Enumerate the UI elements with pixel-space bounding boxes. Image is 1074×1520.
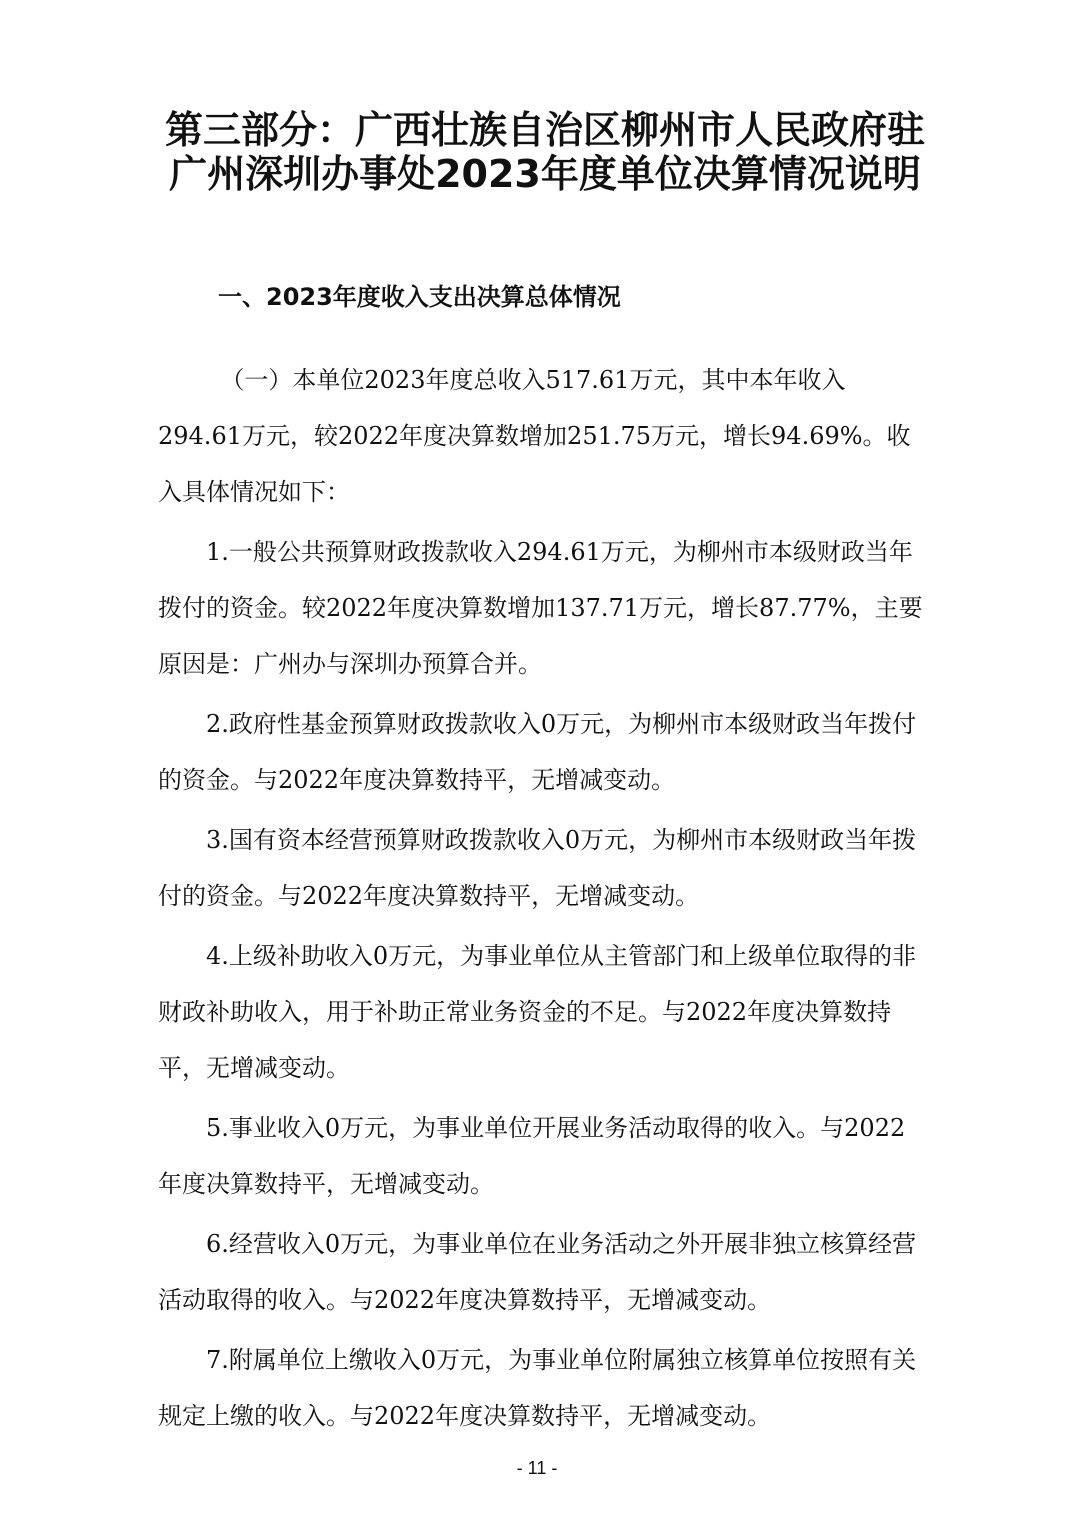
section-heading: 一、2023年度收入支出决算总体情况	[218, 283, 621, 311]
paragraph-superior-subsidy: 4.上级补助收入0万元，为事业单位从主管部门和上级单位取得的非财政补助收入，用于补助正常业务资金的不足。与2022年度决算数持平，无增减变动。	[158, 942, 917, 1082]
paragraph-state-capital: 3.国有资本经营预算财政拨款收入0万元，为柳州市本级财政当年拨付的资金。与2022年度决算数持平，无增减变动。	[158, 826, 917, 910]
paragraph-operating-income: 6.经营收入0万元，为事业单位在业务活动之外开展非独立核算经营活动取得的收入。与2022年度决算数持平，无增减变动。	[158, 1230, 917, 1314]
paragraph-government-fund: 2.政府性基金预算财政拨款收入0万元，为柳州市本级财政当年拨付的资金。与2022年度决算数持平，无增减变动。	[158, 710, 917, 794]
paragraph-affiliated-unit: 7.附属单位上缴收入0万元，为事业单位附属独立核算单位按照有关规定上缴的收入。与2022年度决算数持平，无增减变动。	[158, 1346, 917, 1430]
document-title: 第三部分：广西壮族自治区柳州市人民政府驻广州深圳办事处2023年度单位决算情况说明	[164, 108, 925, 196]
page-number: - 11 -	[516, 1458, 558, 1478]
paragraph-general-budget: 1.一般公共预算财政拨款收入294.61万元，为柳州市本级财政当年拨付的资金。较2022年度决算数增加137.71万元，增长87.77%，主要原因是：广州办与深圳办预算合并。	[158, 538, 923, 678]
paragraph-total-income: （一）本单位2023年度总收入517.61万元，其中本年收入294.61万元，较2022年度决算数增加251.75万元，增长94.69%。收入具体情况如下：	[158, 366, 911, 506]
document-body	[158, 352, 928, 1448]
paragraph-business-income: 5.事业收入0万元，为事业单位开展业务活动取得的收入。与2022年度决算数持平，无增减变动。	[158, 1114, 906, 1198]
